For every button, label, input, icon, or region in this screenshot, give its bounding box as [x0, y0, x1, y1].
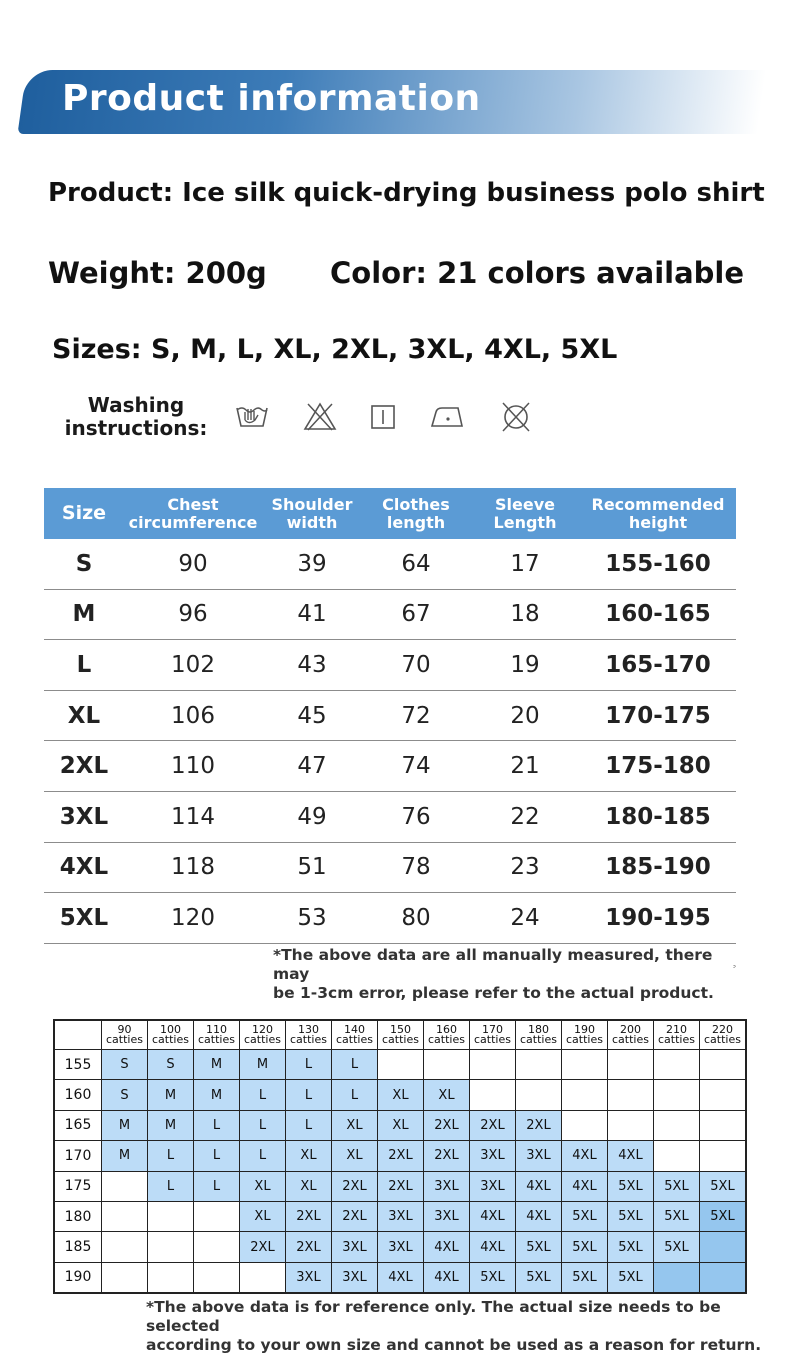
grid-cell: L — [148, 1141, 194, 1171]
grid-cell — [516, 1050, 562, 1080]
grid-row — [54, 1110, 746, 1140]
grid-cell: XL — [240, 1171, 286, 1201]
weight-unit: catties — [612, 1033, 649, 1046]
grid-cell: L — [286, 1080, 332, 1110]
table-row — [44, 893, 736, 944]
weight-value: 210 — [666, 1023, 687, 1036]
grid-cell — [102, 1171, 148, 1201]
grid-cell: 4XL — [608, 1141, 654, 1171]
grid-cell: 3XL — [470, 1141, 516, 1171]
grid-weight-header — [700, 1020, 747, 1050]
grid-height-label: 165 — [54, 1110, 102, 1140]
grid-cell: 4XL — [562, 1171, 608, 1201]
grid-cell: 3XL — [332, 1232, 378, 1262]
grid-cell — [470, 1050, 516, 1080]
grid-row — [54, 1080, 746, 1110]
table-row — [44, 539, 736, 590]
table-cell: 160-165 — [605, 601, 711, 628]
grid-cell — [608, 1080, 654, 1110]
table-row — [44, 843, 736, 894]
grid-cell: M — [102, 1141, 148, 1171]
table-cell: 20 — [510, 702, 540, 729]
grid-cell: 2XL — [516, 1110, 562, 1140]
grid-cell: L — [240, 1080, 286, 1110]
weight-value: 180 — [528, 1023, 549, 1036]
grid-cell — [562, 1110, 608, 1140]
grid-cell — [102, 1201, 148, 1231]
table-cell: 41 — [297, 601, 327, 628]
grid-weight-header — [240, 1020, 286, 1050]
grid-cell — [470, 1080, 516, 1110]
grid-row — [54, 1201, 746, 1231]
table-cell: 102 — [171, 651, 215, 678]
hang-dry-icon — [368, 398, 398, 434]
product-name: Product: Ice silk quick-drying business polo shirt — [48, 178, 765, 208]
grid-cell — [148, 1201, 194, 1231]
table-cell: 53 — [297, 904, 327, 931]
grid-cell: 5XL — [654, 1171, 700, 1201]
grid-cell: 3XL — [378, 1201, 424, 1231]
washing-icons — [232, 398, 534, 434]
grid-cell: L — [194, 1141, 240, 1171]
table-cell: 23 — [510, 854, 540, 881]
grid-cell: XL — [424, 1080, 470, 1110]
grid-cell — [102, 1232, 148, 1262]
weight-value: 120 — [252, 1023, 273, 1036]
grid-cell — [608, 1050, 654, 1080]
washing-label-line1: Washing — [87, 393, 185, 417]
table-cell: 155-160 — [605, 550, 711, 577]
table-cell: L — [76, 651, 92, 678]
grid-cell: L — [148, 1171, 194, 1201]
grid-cell: 2XL — [332, 1201, 378, 1231]
grid-weight-header — [654, 1020, 700, 1050]
table-cell: 17 — [510, 550, 540, 577]
grid-cell: 4XL — [424, 1262, 470, 1293]
weight-value: 190 — [574, 1023, 595, 1036]
table-cell: 39 — [297, 550, 327, 577]
grid-cell — [700, 1232, 747, 1262]
grid-cell — [194, 1201, 240, 1231]
measurement-note-line2: be 1-3cm error, please refer to the actual product. — [273, 984, 714, 1002]
weight-height-grid — [53, 1019, 747, 1294]
grid-cell — [700, 1080, 747, 1110]
grid-height-label: 175 — [54, 1171, 102, 1201]
weight-unit: catties — [152, 1033, 189, 1046]
header-chest: Chest circumference — [128, 494, 258, 532]
grid-cell: 3XL — [332, 1262, 378, 1293]
grid-cell: L — [332, 1080, 378, 1110]
grid-cell — [562, 1080, 608, 1110]
header-length: Clothes length — [382, 494, 450, 532]
table-cell: 106 — [171, 702, 215, 729]
grid-cell — [654, 1141, 700, 1171]
weight-value: 90 — [117, 1023, 132, 1036]
grid-weight-header — [148, 1020, 194, 1050]
size-table — [44, 488, 736, 944]
grid-cell — [700, 1050, 747, 1080]
grid-cell: 4XL — [470, 1232, 516, 1262]
grid-cell: 5XL — [608, 1201, 654, 1231]
table-cell: 67 — [401, 601, 431, 628]
table-row — [44, 691, 736, 742]
table-row — [44, 792, 736, 843]
grid-cell: 2XL — [424, 1110, 470, 1140]
washing-label-line2: instructions: — [64, 416, 208, 440]
weight-value: 170 — [482, 1023, 503, 1036]
grid-row — [54, 1232, 746, 1262]
grid-cell: L — [240, 1141, 286, 1171]
grid-cell: S — [148, 1050, 194, 1080]
grid-cell — [700, 1110, 747, 1140]
grid-cell: 4XL — [424, 1232, 470, 1262]
grid-cell — [562, 1050, 608, 1080]
table-cell: XL — [67, 702, 101, 729]
grid-weight-header — [562, 1020, 608, 1050]
weight-value: 110 — [206, 1023, 227, 1036]
grid-cell — [148, 1232, 194, 1262]
table-row — [44, 640, 736, 691]
weight-value: 100 — [160, 1023, 181, 1036]
table-cell: 22 — [510, 803, 540, 830]
header-sleeve: Sleeve Length — [493, 494, 557, 532]
grid-cell: 5XL — [562, 1262, 608, 1293]
grid-cell: 3XL — [286, 1262, 332, 1293]
grid-cell — [194, 1232, 240, 1262]
grid-cell: 3XL — [378, 1232, 424, 1262]
table-cell: 64 — [401, 550, 431, 577]
grid-cell — [654, 1110, 700, 1140]
grid-cell: S — [102, 1050, 148, 1080]
grid-cell: M — [194, 1080, 240, 1110]
grid-cell: XL — [378, 1080, 424, 1110]
grid-cell: 2XL — [378, 1171, 424, 1201]
grid-cell: 4XL — [378, 1262, 424, 1293]
grid-cell: 4XL — [470, 1201, 516, 1231]
grid-cell — [148, 1262, 194, 1293]
header-size: Size — [61, 502, 107, 524]
weight-unit: catties — [566, 1033, 603, 1046]
table-cell: 96 — [178, 601, 208, 628]
table-cell: 175-180 — [605, 753, 711, 780]
size-table-header — [44, 488, 736, 539]
reference-note-line1: *The above data is for reference only. The actual size needs to be selected — [146, 1298, 721, 1335]
grid-cell — [194, 1262, 240, 1293]
header-shoulder: Shoulder width — [271, 494, 353, 532]
grid-weight-header — [516, 1020, 562, 1050]
grid-cell: 3XL — [470, 1171, 516, 1201]
grid-row — [54, 1050, 746, 1080]
grid-cell — [700, 1262, 747, 1293]
washing-label — [56, 394, 216, 440]
grid-cell: 5XL — [516, 1232, 562, 1262]
grid-cell: 5XL — [470, 1262, 516, 1293]
table-cell: 80 — [401, 904, 431, 931]
table-cell: 190-195 — [605, 904, 711, 931]
grid-cell: 3XL — [516, 1141, 562, 1171]
table-cell: 110 — [171, 753, 215, 780]
weight-unit: catties — [382, 1033, 419, 1046]
grid-height-label: 155 — [54, 1050, 102, 1080]
table-cell: 180-185 — [605, 803, 711, 830]
grid-cell — [378, 1050, 424, 1080]
grid-weight-header — [102, 1020, 148, 1050]
grid-corner — [54, 1020, 102, 1050]
table-row — [44, 741, 736, 792]
grid-cell: 3XL — [424, 1171, 470, 1201]
weight-unit: catties — [658, 1033, 695, 1046]
table-cell: 3XL — [59, 803, 109, 830]
table-cell: 114 — [171, 803, 215, 830]
grid-cell: 2XL — [378, 1141, 424, 1171]
measurement-note-line1: *The above data are all manually measured, there may — [273, 946, 713, 983]
reference-note-line2: according to your own size and cannot be used as a reason for return. — [146, 1336, 762, 1354]
grid-weight-header — [286, 1020, 332, 1050]
grid-cell: 5XL — [608, 1232, 654, 1262]
grid-weight-header — [608, 1020, 654, 1050]
grid-cell — [424, 1050, 470, 1080]
grid-cell: 5XL — [654, 1232, 700, 1262]
weight-value: 140 — [344, 1023, 365, 1036]
grid-cell — [102, 1262, 148, 1293]
table-row — [44, 590, 736, 641]
grid-cell: L — [194, 1110, 240, 1140]
table-cell: 2XL — [59, 753, 109, 780]
table-cell: 120 — [171, 904, 215, 931]
weight-unit: catties — [244, 1033, 281, 1046]
grid-cell: 5XL — [562, 1232, 608, 1262]
grid-cell — [608, 1110, 654, 1140]
table-cell: 47 — [297, 753, 327, 780]
grid-height-label: 190 — [54, 1262, 102, 1293]
grid-cell: XL — [332, 1141, 378, 1171]
grid-weight-header — [424, 1020, 470, 1050]
grid-cell: M — [148, 1110, 194, 1140]
grid-cell: XL — [240, 1201, 286, 1231]
table-cell: 78 — [401, 854, 431, 881]
weight-unit: catties — [428, 1033, 465, 1046]
table-cell: 170-175 — [605, 702, 711, 729]
grid-cell: M — [194, 1050, 240, 1080]
grid-cell: XL — [332, 1110, 378, 1140]
grid-cell: 2XL — [286, 1201, 332, 1231]
table-cell: 185-190 — [605, 854, 711, 881]
grid-cell — [516, 1080, 562, 1110]
grid-height-label: 185 — [54, 1232, 102, 1262]
grid-cell — [700, 1141, 747, 1171]
grid-cell: 4XL — [516, 1171, 562, 1201]
grid-weight-header — [378, 1020, 424, 1050]
weight-value: 150 — [390, 1023, 411, 1036]
grid-cell: L — [286, 1050, 332, 1080]
table-cell: 51 — [297, 854, 327, 881]
grid-cell: 5XL — [700, 1201, 747, 1231]
table-cell: 70 — [401, 651, 431, 678]
grid-cell: 5XL — [654, 1201, 700, 1231]
grid-cell: M — [102, 1110, 148, 1140]
grid-row — [54, 1141, 746, 1171]
no-dry-clean-icon — [498, 398, 534, 434]
grid-cell: 4XL — [562, 1141, 608, 1171]
grid-cell: L — [332, 1050, 378, 1080]
reference-note — [146, 1298, 766, 1355]
grid-cell — [654, 1262, 700, 1293]
grid-cell: S — [102, 1080, 148, 1110]
table-cell: 74 — [401, 753, 431, 780]
grid-cell: L — [286, 1110, 332, 1140]
grid-weight-header — [194, 1020, 240, 1050]
no-bleach-icon — [302, 398, 338, 434]
table-cell: 49 — [297, 803, 327, 830]
table-cell: M — [72, 601, 96, 628]
grid-weight-header — [470, 1020, 516, 1050]
grid-height-label: 160 — [54, 1080, 102, 1110]
note-mark: ᵓ — [733, 963, 736, 972]
grid-cell: 5XL — [562, 1201, 608, 1231]
weight-value: 200 — [620, 1023, 641, 1036]
grid-cell — [654, 1080, 700, 1110]
weight-unit: catties — [198, 1033, 235, 1046]
grid-row — [54, 1171, 746, 1201]
grid-cell: M — [240, 1050, 286, 1080]
weight-value: 160 — [436, 1023, 457, 1036]
grid-cell: 2XL — [286, 1232, 332, 1262]
product-color: Color: 21 colors available — [330, 256, 745, 290]
measurement-note — [273, 946, 743, 1003]
table-cell: 24 — [510, 904, 540, 931]
product-weight: Weight: 200g — [48, 256, 267, 290]
weight-unit: catties — [520, 1033, 557, 1046]
page-title: Product information — [62, 78, 481, 119]
hand-wash-icon — [232, 398, 272, 434]
grid-cell: 2XL — [424, 1141, 470, 1171]
grid-cell: XL — [286, 1171, 332, 1201]
table-cell: 43 — [297, 651, 327, 678]
grid-cell: L — [194, 1171, 240, 1201]
weight-unit: catties — [290, 1033, 327, 1046]
grid-weight-header — [332, 1020, 378, 1050]
table-cell: 72 — [401, 702, 431, 729]
grid-cell: 5XL — [608, 1171, 654, 1201]
table-cell: 21 — [510, 753, 540, 780]
grid-height-label: 180 — [54, 1201, 102, 1231]
weight-value: 130 — [298, 1023, 319, 1036]
grid-cell: 5XL — [608, 1262, 654, 1293]
grid-cell: 5XL — [700, 1171, 747, 1201]
table-cell: 90 — [178, 550, 208, 577]
grid-cell: 3XL — [424, 1201, 470, 1231]
table-cell: 118 — [171, 854, 215, 881]
table-cell: 19 — [510, 651, 540, 678]
product-sizes: Sizes: S, M, L, XL, 2XL, 3XL, 4XL, 5XL — [52, 334, 618, 365]
grid-cell: 4XL — [516, 1201, 562, 1231]
weight-unit: catties — [106, 1033, 143, 1046]
weight-value: 220 — [712, 1023, 733, 1036]
table-cell: 76 — [401, 803, 431, 830]
grid-cell: 5XL — [516, 1262, 562, 1293]
grid-cell: XL — [378, 1110, 424, 1140]
size-table-body — [44, 539, 736, 944]
table-cell: 45 — [297, 702, 327, 729]
table-cell: S — [75, 550, 93, 577]
header-height: Recommended height — [591, 494, 725, 532]
weight-unit: catties — [704, 1033, 741, 1046]
grid-cell: 2XL — [470, 1110, 516, 1140]
grid-height-label: 170 — [54, 1141, 102, 1171]
table-cell: 18 — [510, 601, 540, 628]
grid-cell: M — [148, 1080, 194, 1110]
weight-unit: catties — [336, 1033, 373, 1046]
grid-row — [54, 1262, 746, 1293]
grid-cell — [240, 1262, 286, 1293]
table-cell: 4XL — [59, 854, 109, 881]
table-cell: 165-170 — [605, 651, 711, 678]
table-cell: 5XL — [59, 904, 109, 931]
grid-cell: 2XL — [332, 1171, 378, 1201]
grid-cell — [654, 1050, 700, 1080]
weight-unit: catties — [474, 1033, 511, 1046]
grid-cell: 2XL — [240, 1232, 286, 1262]
grid-cell: XL — [286, 1141, 332, 1171]
grid-cell: L — [240, 1110, 286, 1140]
iron-low-icon — [428, 398, 468, 434]
